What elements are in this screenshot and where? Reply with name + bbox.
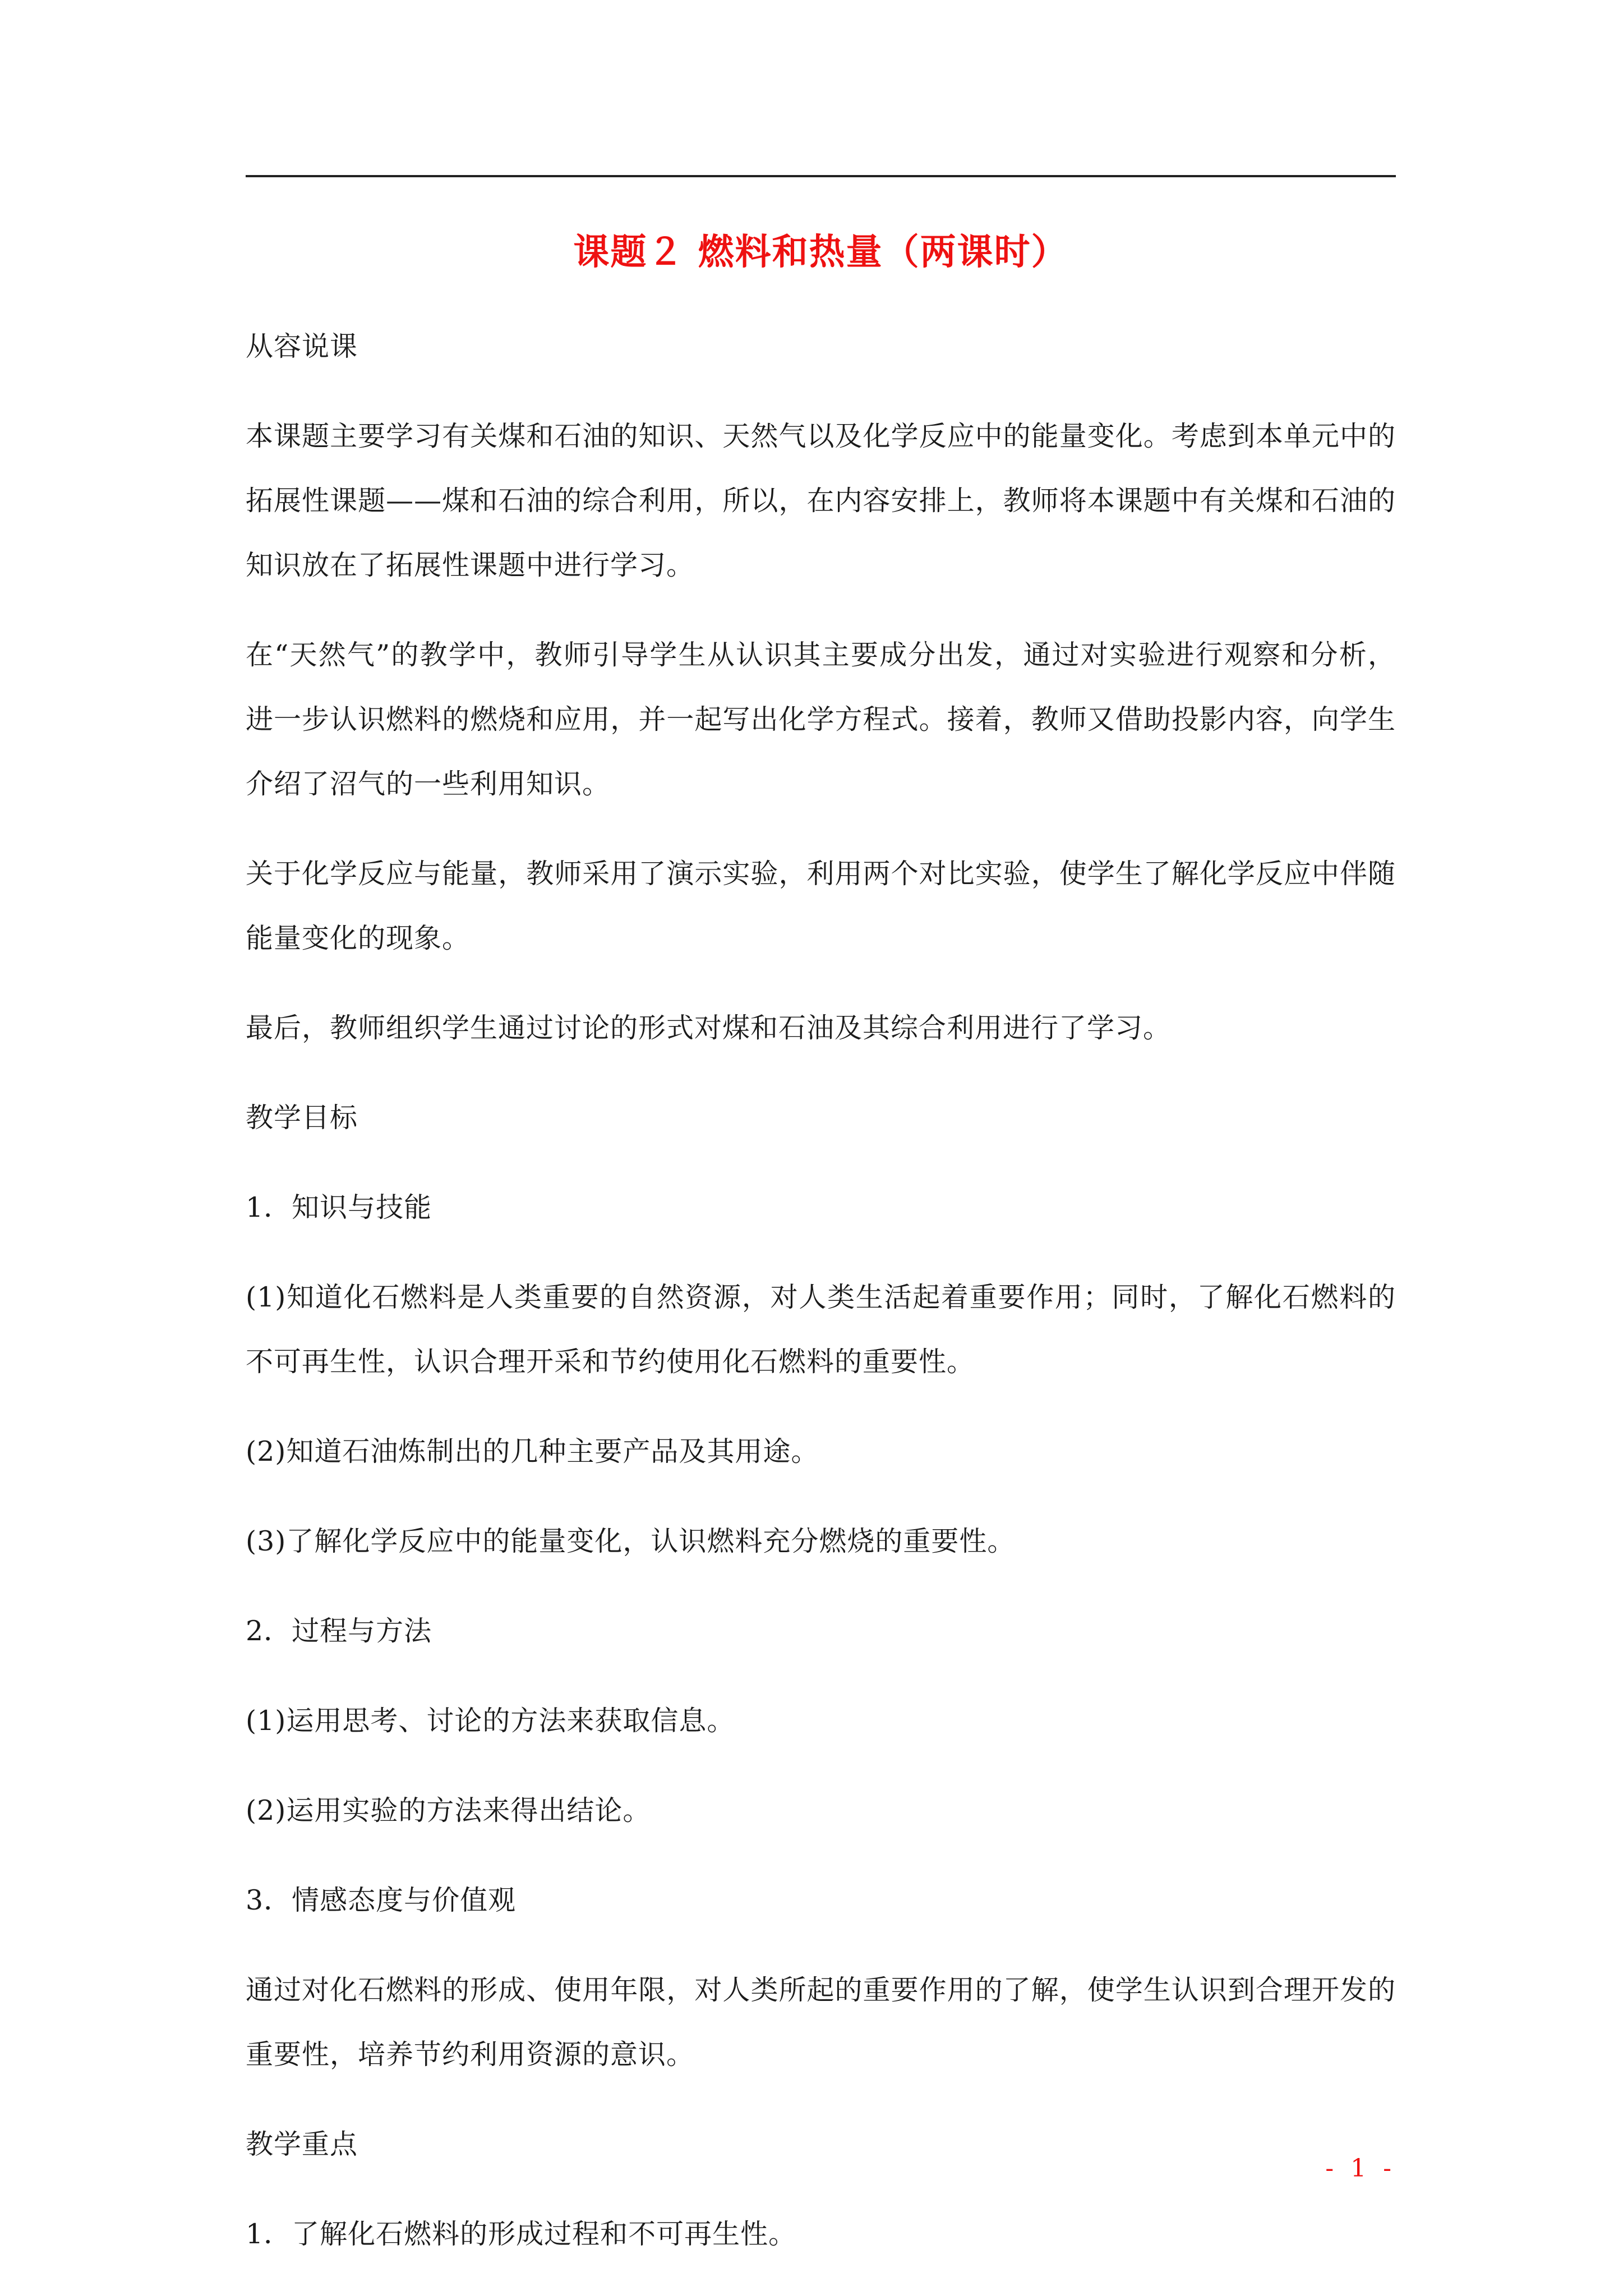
header-rule (246, 175, 1396, 177)
list-item: (2)运用实验的方法来得出结论。 (246, 1795, 651, 1826)
section-heading-teaching-focus: 教学重点 (246, 2128, 358, 2160)
subheading-process-methods: 2．过程与方法 (246, 1615, 432, 1647)
body-paragraph: 最后，教师组织学生通过讨论的形式对煤和石油及其综合利用进行了学习。 (246, 1012, 1172, 1044)
body-paragraph: 关于化学反应与能量，教师采用了演示实验，利用两个对比实验，使学生了解化学反应中伴随能量变化的现象。 (246, 858, 1396, 954)
document-title: 课题２ 燃料和热量（两课时） (573, 231, 1068, 273)
subheading-attitudes-values: 3．情感态度与价值观 (246, 1884, 517, 1916)
list-item: (1)运用思考、讨论的方法来获取信息。 (246, 1705, 735, 1737)
body-paragraph: 在“天然气”的教学中，教师引导学生从认识其主要成分出发，通过对实验进行观察和分析，进一步认识燃料的燃烧和应用，并一起写出化学方程式。接着，教师又借助投影内容，向学生介绍了沼气的一些利用知识。 (246, 639, 1396, 800)
list-item: (3)了解化学反应中的能量变化，认识燃料充分燃烧的重要性。 (246, 1525, 1016, 1557)
page-number: - 1 - (1325, 2154, 1396, 2183)
body-paragraph: 通过对化石燃料的形成、使用年限，对人类所起的重要作用的了解，使学生认识到合理开发的重要性，培养节约利用资源的意识。 (246, 1974, 1396, 2070)
subheading-knowledge-skills: 1．知识与技能 (246, 1191, 432, 1223)
body-paragraph: 本课题主要学习有关煤和石油的知识、天然气以及化学反应中的能量变化。考虑到本单元中的拓展性课题——煤和石油的综合利用，所以，在内容安排上，教师将本课题中有关煤和石油的知识放在了拓展性课题中进行学习。 (246, 420, 1396, 581)
list-item: 1．了解化石燃料的形成过程和不可再生性。 (246, 2218, 797, 2250)
section-heading-teaching-goals: 教学目标 (246, 1102, 358, 1134)
list-item: (1)知道化石燃料是人类重要的自然资源，对人类生活起着重要作用；同时，了解化石燃料的不可再生性，认识合理开采和节约使用化石燃料的重要性。 (246, 1281, 1396, 1378)
list-item: (2)知道石油炼制出的几种主要产品及其用途。 (246, 1435, 819, 1467)
document-body (246, 314, 1396, 2292)
section-heading-lesson-notes: 从容说课 (246, 330, 358, 362)
